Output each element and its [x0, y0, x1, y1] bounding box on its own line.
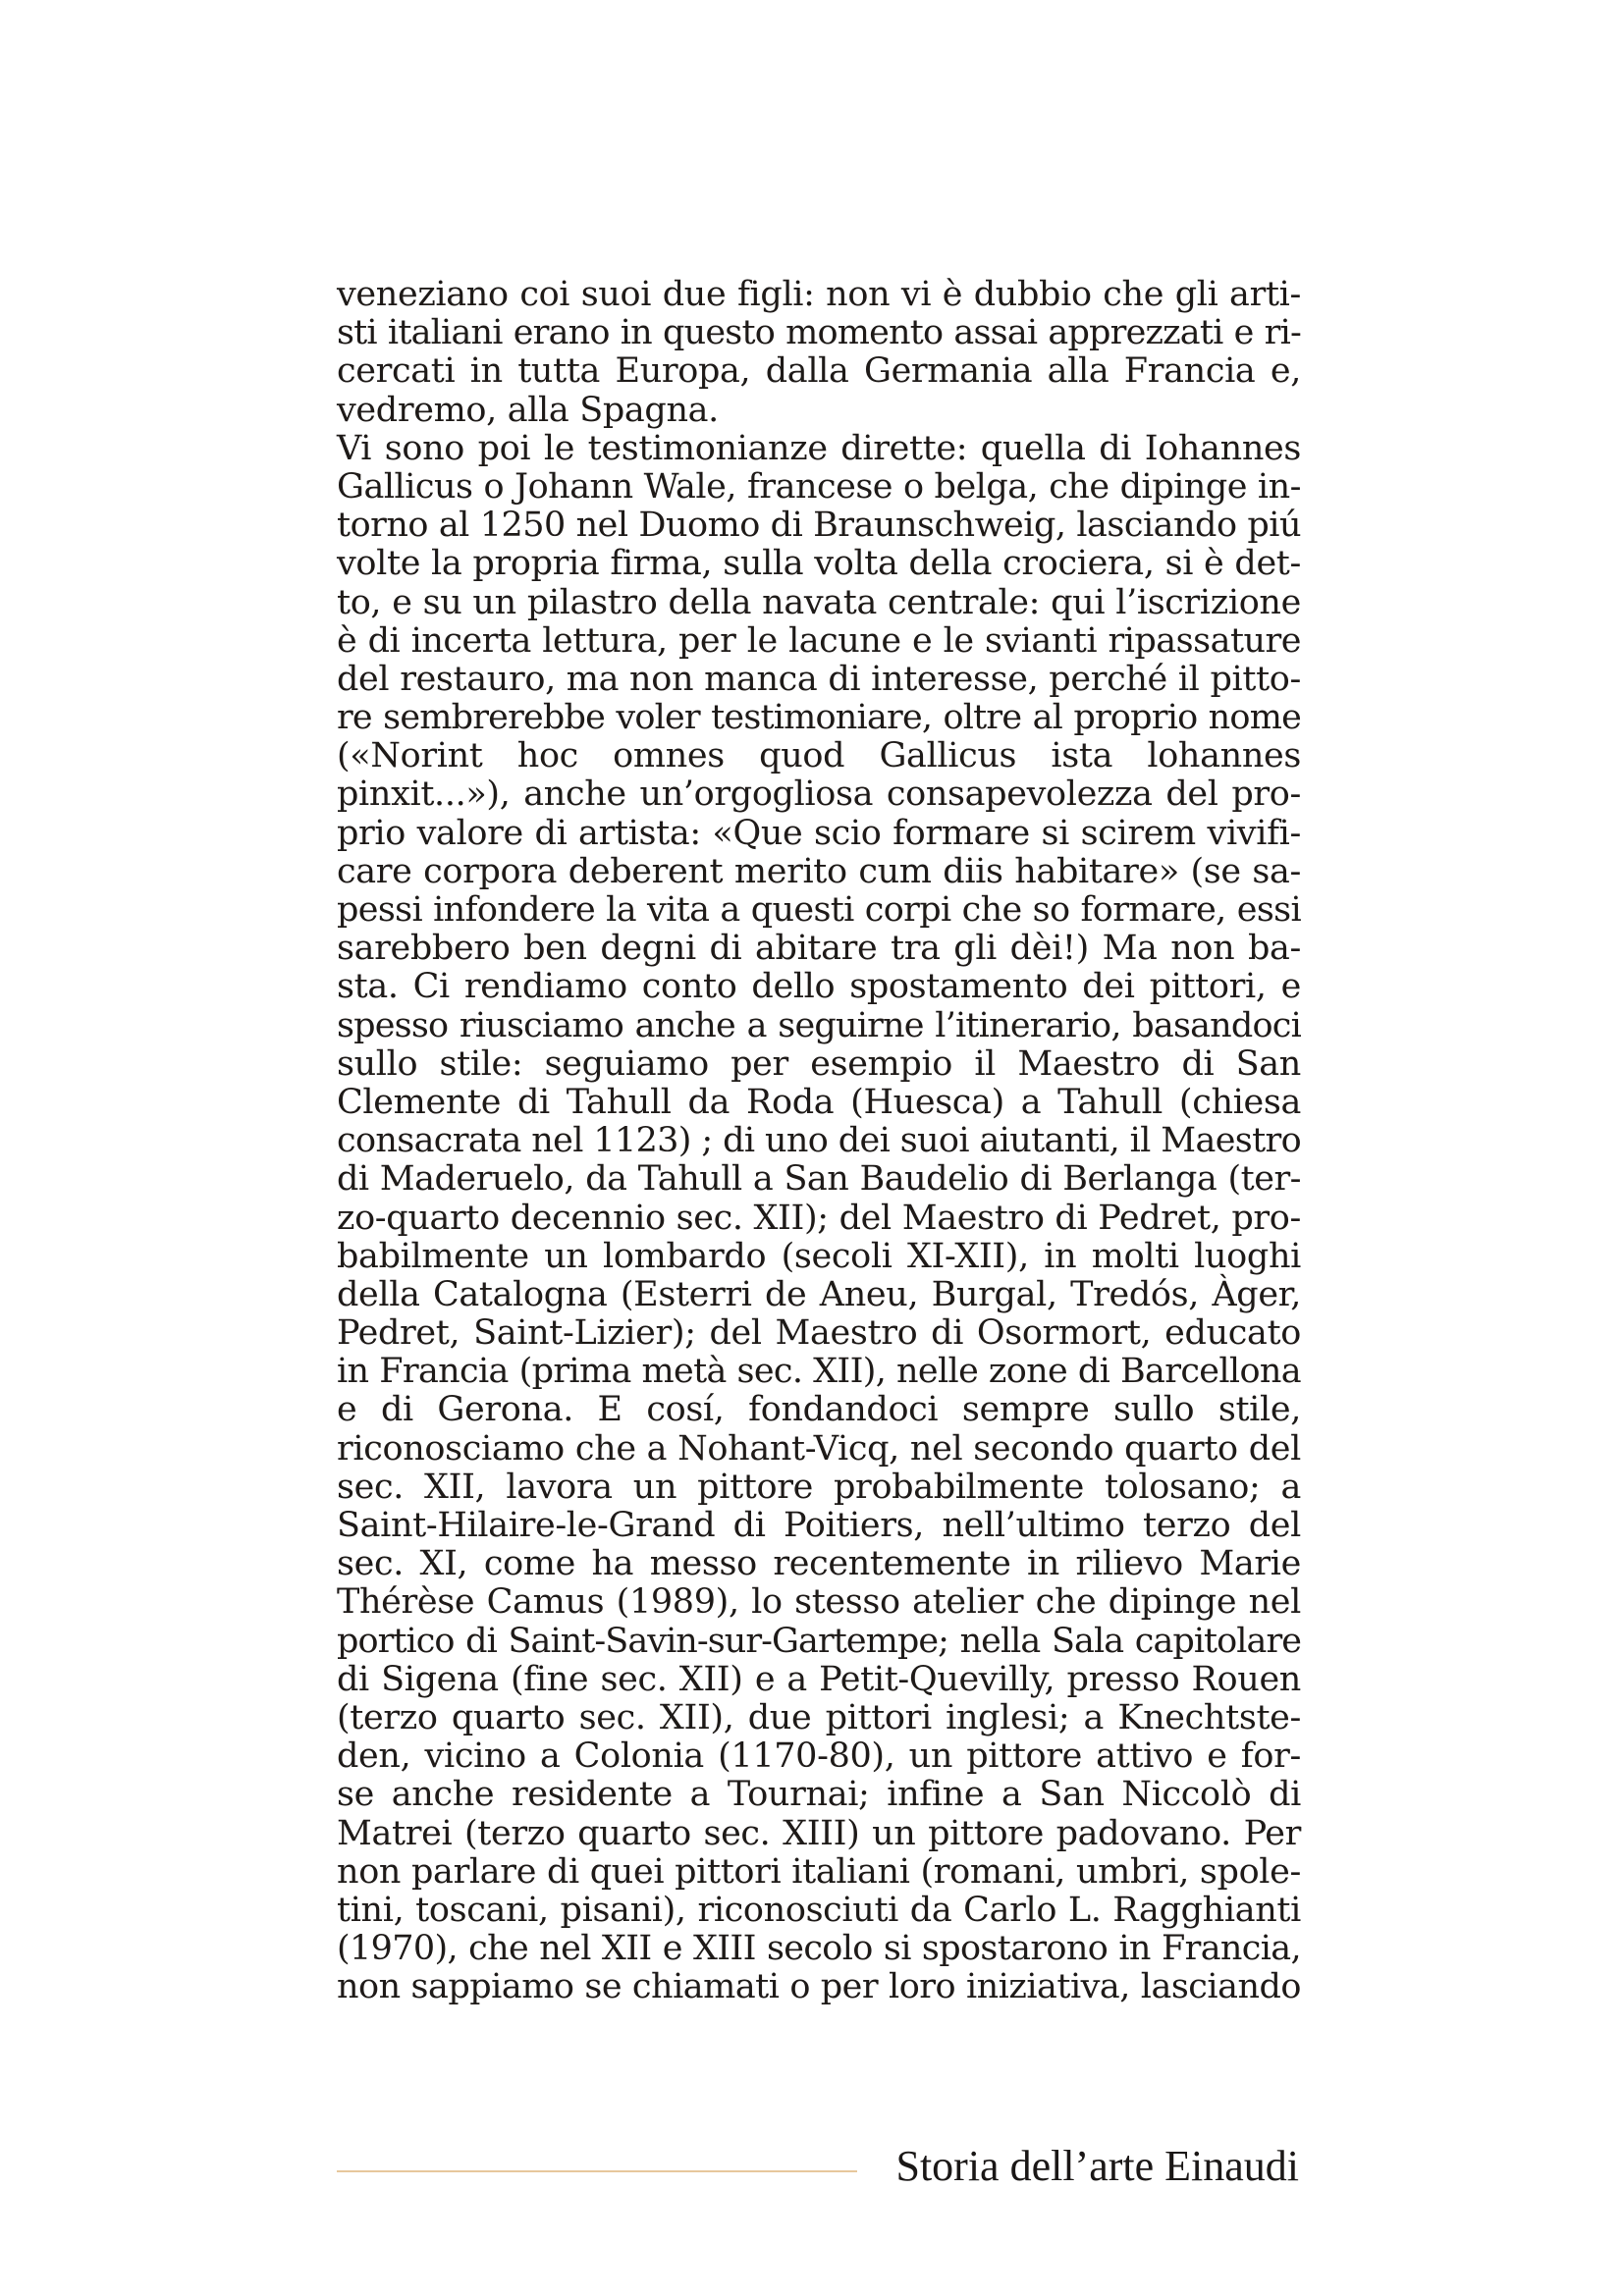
text-line: non sappiamo se chiamati o per loro iniziativa, lasciando — [337, 1967, 1301, 2007]
text-line: portico di Saint-Savin-sur-Gartempe; nella Sala capitolare — [337, 1621, 1301, 1661]
text-line: vedremo, alla Spagna. — [337, 390, 719, 430]
text-line: volte la propria firma, sulla volta della crociera, si è det- — [337, 544, 1301, 584]
text-line: torno al 1250 nel Duomo di Braunschweig, lasciando piú — [337, 506, 1301, 546]
text-line: e di Gerona. E cosí, fondandoci sempre sullo stile, — [337, 1390, 1301, 1430]
body-text — [337, 276, 1301, 2006]
text-line: sec. XII, lavora un pittore probabilmente tolosano; a — [337, 1467, 1301, 1507]
text-line: Clemente di Tahull da Roda (Huesca) a Tahull (chiesa — [337, 1082, 1301, 1122]
text-line: di Sigena (fine sec. XII) e a Petit-Quevilly, presso Rouen — [337, 1659, 1301, 1699]
text-line: re sembrerebbe voler testimoniare, oltre al proprio nome — [337, 698, 1301, 738]
text-line: zo-quarto decennio sec. XII); del Maestro di Pedret, pro- — [337, 1198, 1301, 1238]
text-line: pinxit...»), anche un’orgogliosa consapevolezza del pro- — [337, 774, 1301, 815]
text-line: è di incerta lettura, per le lacune e le svianti ripassature — [337, 620, 1301, 661]
text-line: se anche residente a Tournai; infine a San Niccolò di — [337, 1775, 1301, 1815]
text-line: della Catalogna (Esterri de Aneu, Burgal, Tredós, Àger, — [337, 1274, 1301, 1314]
text-line: veneziano coi suoi due figli: non vi è dubbio che gli arti- — [337, 275, 1301, 314]
footer-divider — [337, 2170, 857, 2172]
text-line: cercati in tutta Europa, dalla Germania alla Francia e, — [337, 351, 1301, 392]
text-line: Vi sono poi le testimonianze dirette: quella di Iohannes — [337, 428, 1301, 468]
text-line: di Maderuelo, da Tahull a San Baudelio di Berlanga (ter- — [337, 1159, 1301, 1200]
text-line: sarebbero ben degni di abitare tra gli dèi!) Ma non ba- — [337, 929, 1301, 969]
text-line: in Francia (prima metà sec. XII), nelle zone di Barcellona — [337, 1352, 1301, 1392]
text-line: riconosciamo che a Nohant-Vicq, nel secondo quarto del — [337, 1428, 1301, 1468]
text-line: («Norint hoc omnes quod Gallicus ista lohannes — [337, 736, 1301, 776]
text-line: Pedret, Saint-Lizier); del Maestro di Osormort, educato — [337, 1313, 1301, 1354]
text-line: consacrata nel 1123) ; di uno dei suoi aiutanti, il Maestro — [337, 1121, 1301, 1161]
text-line: care corpora deberent merito cum diis habitare» (se sa- — [337, 851, 1301, 891]
text-line: sec. XI, come ha messo recentemente in rilievo Marie — [337, 1544, 1301, 1584]
footer-title: Storia dell’arte Einaudi — [895, 2142, 1299, 2190]
text-line: (1970), che nel XII e XIII secolo si spostarono in Francia, — [337, 1929, 1301, 1969]
text-line: den, vicino a Colonia (1170-80), un pittore attivo e for- — [337, 1736, 1301, 1777]
text-line: pessi infondere la vita a questi corpi che so formare, essi — [337, 890, 1301, 930]
text-line: spesso riusciamo anche a seguirne l’itinerario, basandoci — [337, 1005, 1301, 1045]
text-line: babilmente un lombardo (secoli XI-XII), in molti luoghi — [337, 1236, 1301, 1276]
text-line: prio valore di artista: «Que scio formare si scirem vivifi- — [337, 813, 1301, 853]
text-line: to, e su un pilastro della navata centrale: qui l’iscrizione — [337, 582, 1301, 622]
text-line: sullo stile: seguiamo per esempio il Maestro di San — [337, 1043, 1301, 1084]
text-line: Gallicus o Johann Wale, francese o belga, che dipinge in- — [337, 466, 1301, 507]
text-line: sta. Ci rendiamo conto dello spostamento dei pittori, e — [337, 967, 1301, 1007]
text-line: (terzo quarto sec. XII), due pittori inglesi; a Knechtste- — [337, 1697, 1301, 1737]
text-line: Matrei (terzo quarto sec. XIII) un pittore padovano. Per — [337, 1813, 1301, 1853]
text-line: del restauro, ma non manca di interesse, perché il pitto- — [337, 659, 1301, 699]
text-line: non parlare di quei pittori italiani (romani, umbri, spole- — [337, 1851, 1301, 1892]
text-line: Thérèse Camus (1989), lo stesso atelier che dipinge nel — [337, 1582, 1301, 1623]
text-line: tini, toscani, pisani), riconosciuti da Carlo L. Ragghianti — [337, 1890, 1301, 1930]
text-line: sti italiani erano in questo momento assai apprezzati e ri- — [337, 313, 1301, 353]
text-line: Saint-Hilaire-le-Grand di Poitiers, nell’ultimo terzo del — [337, 1506, 1301, 1545]
